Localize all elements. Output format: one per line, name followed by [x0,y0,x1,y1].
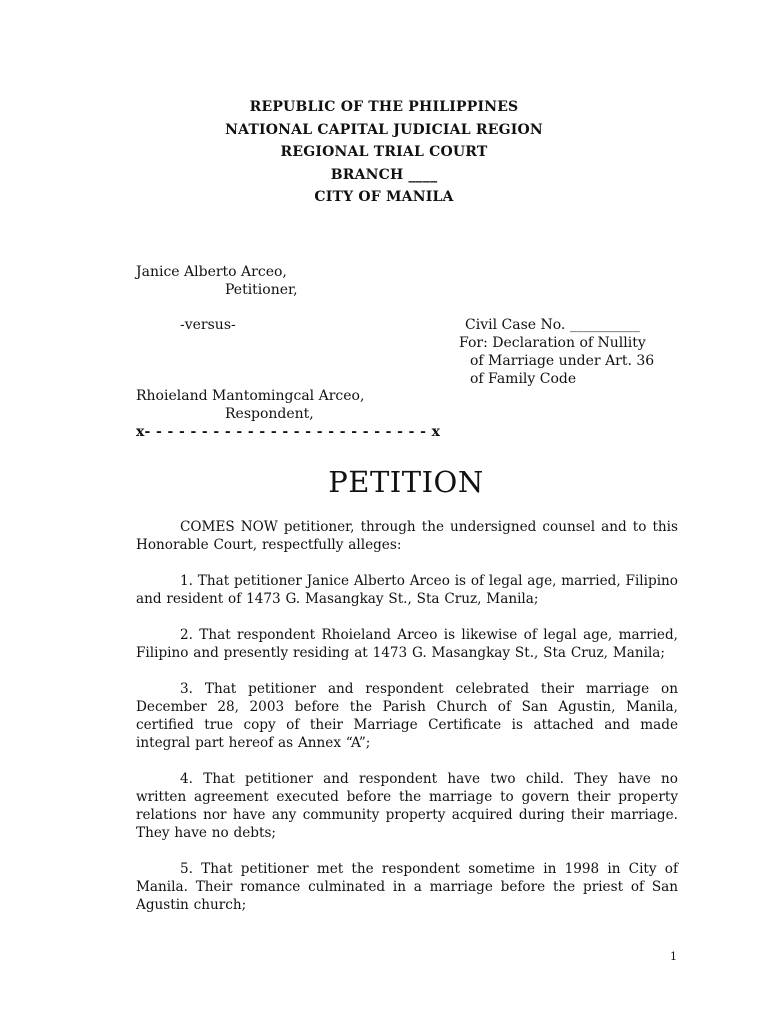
allegation-5: 5. That petitioner met the respondent sometime in 1998 in City of Manila. Their romance culminated in a marriage before the priest of San Agustin church; [136,861,678,913]
case-caption [0,0,768,440]
page-number: 1 [670,950,677,963]
respondent-role: Respondent, [225,406,314,422]
allegation-3: 3. That petitioner and respondent celebrated their marriage on December 28, 2003 before the Parish Church of San Agustin, Manila, certified true copy of their Marriage Certificate is attached and made integral part hereof as Annex “A”; [136,681,678,751]
versus-label: -versus- [180,317,236,333]
respondent-name: Rhoieland Mantomingcal Arceo, [136,388,365,404]
civil-case-number: Civil Case No. __________ [465,317,640,333]
case-nature-line1: For: Declaration of Nullity [459,335,646,351]
header-republic: REPUBLIC OF THE PHILIPPINES [249,99,519,115]
header-branch: BRANCH ____ [330,166,438,183]
allegation-2: 2. That respondent Rhoieland Arceo is likewise of legal age, married, Filipino and presently residing at 1473 G. Masangkay St., Sta Cruz, Manila; [136,627,678,661]
case-nature-line3: of Family Code [470,371,577,387]
document-title: PETITION [328,465,484,499]
header-judicial-region: NATIONAL CAPITAL JUDICIAL REGION [225,121,543,138]
intro-paragraph: COMES NOW petitioner, through the undersigned counsel and to this Honorable Court, respectfully alleges: [136,519,678,553]
case-nature-line2: of Marriage under Art. 36 [470,353,655,369]
caption-separator: x- - - - - - - - - - - - - - - - - - - - - - - - - x [136,424,441,440]
allegation-1: 1. That petitioner Janice Alberto Arceo is of legal age, married, Filipino and resident of 1473 G. Masangkay St., Sta Cruz, Manila; [136,573,678,607]
header-city: CITY OF MANILA [314,189,454,205]
header-trial-court: REGIONAL TRIAL COURT [280,144,488,160]
petition-body [136,518,678,932]
allegation-4: 4. That petitioner and respondent have two child. They have no written agreement executed before the marriage to govern their property relations nor have any community property acquired during their marriage. They have no debts; [136,771,678,841]
petitioner-name: Janice Alberto Arceo, [136,264,287,280]
petitioner-role: Petitioner, [225,282,298,298]
